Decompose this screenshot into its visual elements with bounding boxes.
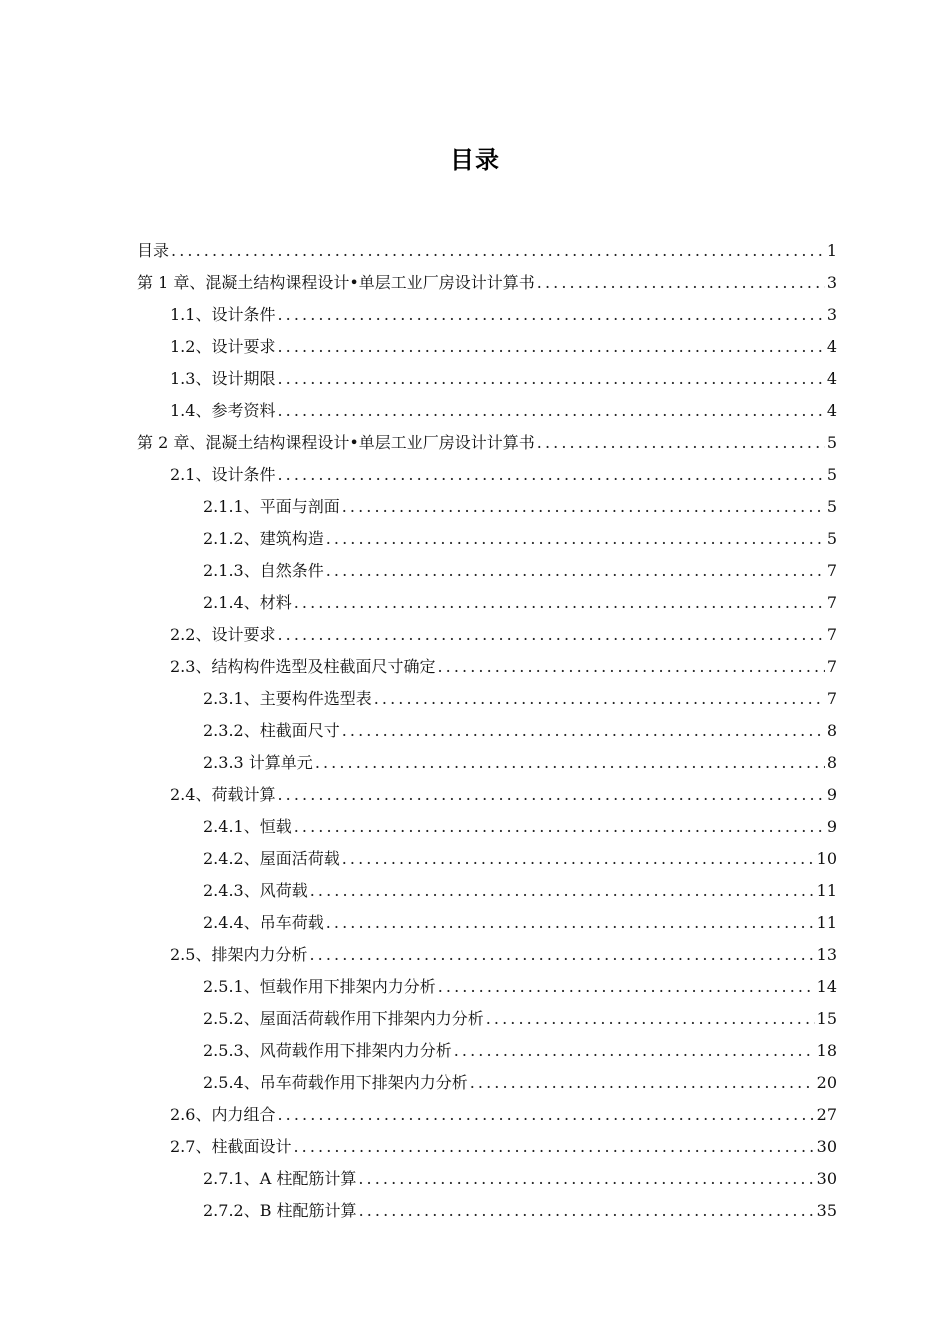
toc-entry[interactable] — [170, 651, 837, 683]
toc-entry-page: 7 — [826, 689, 837, 708]
toc-entry-page: 13 — [816, 945, 837, 964]
toc-entry-page: 11 — [816, 913, 837, 932]
toc-entry-label: 2.4.3、风荷载 — [203, 881, 308, 900]
toc-entry-label: 2.5、排架内力分析 — [170, 945, 308, 964]
toc-entry-page: 5 — [826, 465, 837, 484]
dot-leader — [342, 843, 815, 875]
dot-leader — [359, 1195, 815, 1227]
toc-entry-page: 4 — [826, 401, 837, 420]
toc-entry[interactable] — [137, 427, 837, 459]
toc-entry[interactable] — [203, 1067, 837, 1099]
toc-entry-page: 27 — [816, 1105, 837, 1124]
toc-entry-label: 2.3.1、主要构件选型表 — [203, 689, 372, 708]
toc-entry-page: 35 — [816, 1201, 837, 1220]
toc-entry-label: 2.4、荷载计算 — [170, 785, 276, 804]
toc-entry[interactable] — [170, 395, 837, 427]
toc-entry-label: 2.2、设计要求 — [170, 625, 276, 644]
dot-leader — [454, 1035, 815, 1067]
dot-leader — [277, 363, 824, 395]
toc-entry[interactable] — [170, 1099, 837, 1131]
toc-entry[interactable] — [203, 1195, 837, 1227]
toc-entry-page: 7 — [826, 561, 837, 580]
toc-entry[interactable] — [203, 555, 837, 587]
dot-leader — [537, 267, 825, 299]
dot-leader — [277, 395, 824, 427]
toc-entry-label: 2.4.4、吊车荷载 — [203, 913, 324, 932]
toc-entry-page: 7 — [826, 657, 837, 676]
toc-entry[interactable] — [170, 619, 837, 651]
toc-entry-page: 20 — [816, 1073, 837, 1092]
toc-entry-page: 14 — [816, 977, 837, 996]
toc-entry-label: 1.1、设计条件 — [170, 305, 276, 324]
toc-entry[interactable] — [203, 1163, 837, 1195]
toc-entry[interactable] — [203, 843, 837, 875]
toc-entry-label: 第 2 章、混凝土结构课程设计•单层工业厂房设计计算书 — [137, 433, 535, 452]
toc-entry[interactable] — [203, 683, 837, 715]
toc-entry-label: 2.1.2、建筑构造 — [203, 529, 324, 548]
toc-entry-label: 2.1.1、平面与剖面 — [203, 497, 340, 516]
toc-entry-page: 8 — [826, 721, 837, 740]
toc-entry-label: 2.7.2、B 柱配筋计算 — [203, 1201, 357, 1220]
toc-entry[interactable] — [137, 267, 837, 299]
toc-entry-page: 5 — [826, 529, 837, 548]
dot-leader — [294, 587, 825, 619]
toc-entry[interactable] — [203, 1035, 837, 1067]
dot-leader — [277, 619, 824, 651]
dot-leader — [171, 235, 825, 267]
toc-entry-label: 2.3.3 计算单元 — [203, 753, 313, 772]
toc-entry-page: 18 — [816, 1041, 837, 1060]
toc-entry-page: 7 — [826, 593, 837, 612]
dot-leader — [277, 331, 824, 363]
dot-leader — [358, 1163, 814, 1195]
toc-entry[interactable] — [170, 939, 837, 971]
dot-leader — [277, 1099, 814, 1131]
toc-entry[interactable] — [203, 747, 837, 779]
toc-entry[interactable] — [203, 491, 837, 523]
toc-entry-label: 2.7、柱截面设计 — [170, 1137, 292, 1156]
toc-entry[interactable] — [203, 523, 837, 555]
dot-leader — [277, 299, 824, 331]
dot-leader — [326, 523, 825, 555]
toc-entry-label: 2.5.3、风荷载作用下排架内力分析 — [203, 1041, 452, 1060]
toc-entry-page: 5 — [826, 497, 837, 516]
dot-leader — [437, 651, 824, 683]
toc-entry-label: 1.2、设计要求 — [170, 337, 276, 356]
toc-entry-label: 2.6、内力组合 — [170, 1105, 276, 1124]
toc-entry[interactable] — [203, 971, 837, 1003]
toc-entry-page: 30 — [816, 1137, 837, 1156]
toc-entry-label: 1.4、参考资料 — [170, 401, 276, 420]
toc-entry-label: 1.3、设计期限 — [170, 369, 276, 388]
toc-entry[interactable] — [170, 363, 837, 395]
toc-entry-page: 4 — [826, 369, 837, 388]
dot-leader — [486, 1003, 815, 1035]
toc-entry[interactable] — [203, 875, 837, 907]
dot-leader — [277, 779, 824, 811]
toc-entry[interactable] — [170, 299, 837, 331]
toc-entry-label: 2.5.4、吊车荷载作用下排架内力分析 — [203, 1073, 468, 1092]
dot-leader — [310, 875, 815, 907]
toc-entry-label: 目录 — [137, 241, 170, 260]
dot-leader — [326, 907, 815, 939]
toc-entry[interactable] — [203, 715, 837, 747]
toc-entry-page: 7 — [826, 625, 837, 644]
toc-entry[interactable] — [170, 1131, 837, 1163]
toc-entry[interactable] — [170, 779, 837, 811]
toc-entry[interactable] — [203, 811, 837, 843]
toc-entry-label: 2.7.1、A 柱配筋计算 — [203, 1169, 357, 1188]
toc-entry-label: 2.5.1、恒载作用下排架内力分析 — [203, 977, 436, 996]
toc-entry-page: 5 — [826, 433, 837, 452]
toc-entry-page: 3 — [826, 305, 837, 324]
toc-entry-page: 11 — [816, 881, 837, 900]
toc-entry-page: 15 — [816, 1009, 837, 1028]
toc-entry-label: 2.4.2、屋面活荷载 — [203, 849, 340, 868]
dot-leader — [326, 555, 825, 587]
toc-entry-page: 9 — [826, 817, 837, 836]
page-title: 目录 — [450, 146, 500, 174]
toc-entry-page: 10 — [816, 849, 837, 868]
toc-entry-label: 2.4.1、恒载 — [203, 817, 292, 836]
dot-leader — [315, 747, 825, 779]
toc-entry-page: 3 — [826, 273, 837, 292]
dot-leader — [309, 939, 814, 971]
toc-entry-label: 2.3.2、柱截面尺寸 — [203, 721, 340, 740]
toc-entry-page: 4 — [826, 337, 837, 356]
toc-entry-label: 2.5.2、屋面活荷载作用下排架内力分析 — [203, 1009, 484, 1028]
toc-entry-label: 2.3、结构构件选型及柱截面尺寸确定 — [170, 657, 436, 676]
dot-leader — [438, 971, 815, 1003]
toc-entry[interactable] — [170, 459, 837, 491]
toc-entry[interactable] — [170, 331, 837, 363]
toc-entry-label: 2.1.4、材料 — [203, 593, 292, 612]
toc-entry[interactable] — [203, 907, 837, 939]
dot-leader — [470, 1067, 815, 1099]
toc-entry-page: 9 — [826, 785, 837, 804]
toc-entry-label: 第 1 章、混凝土结构课程设计•单层工业厂房设计计算书 — [137, 273, 535, 292]
dot-leader — [537, 427, 825, 459]
dot-leader — [293, 1131, 814, 1163]
toc-entry-page: 30 — [816, 1169, 837, 1188]
toc-entry[interactable] — [137, 235, 837, 267]
dot-leader — [342, 715, 825, 747]
toc-entry-page: 1 — [826, 241, 837, 260]
toc-entry-label: 2.1.3、自然条件 — [203, 561, 324, 580]
toc-entry-page: 8 — [826, 753, 837, 772]
toc-entry[interactable] — [203, 1003, 837, 1035]
dot-leader — [277, 459, 824, 491]
toc-entry-label: 2.1、设计条件 — [170, 465, 276, 484]
dot-leader — [294, 811, 825, 843]
toc-entry[interactable] — [203, 587, 837, 619]
dot-leader — [374, 683, 825, 715]
dot-leader — [342, 491, 825, 523]
